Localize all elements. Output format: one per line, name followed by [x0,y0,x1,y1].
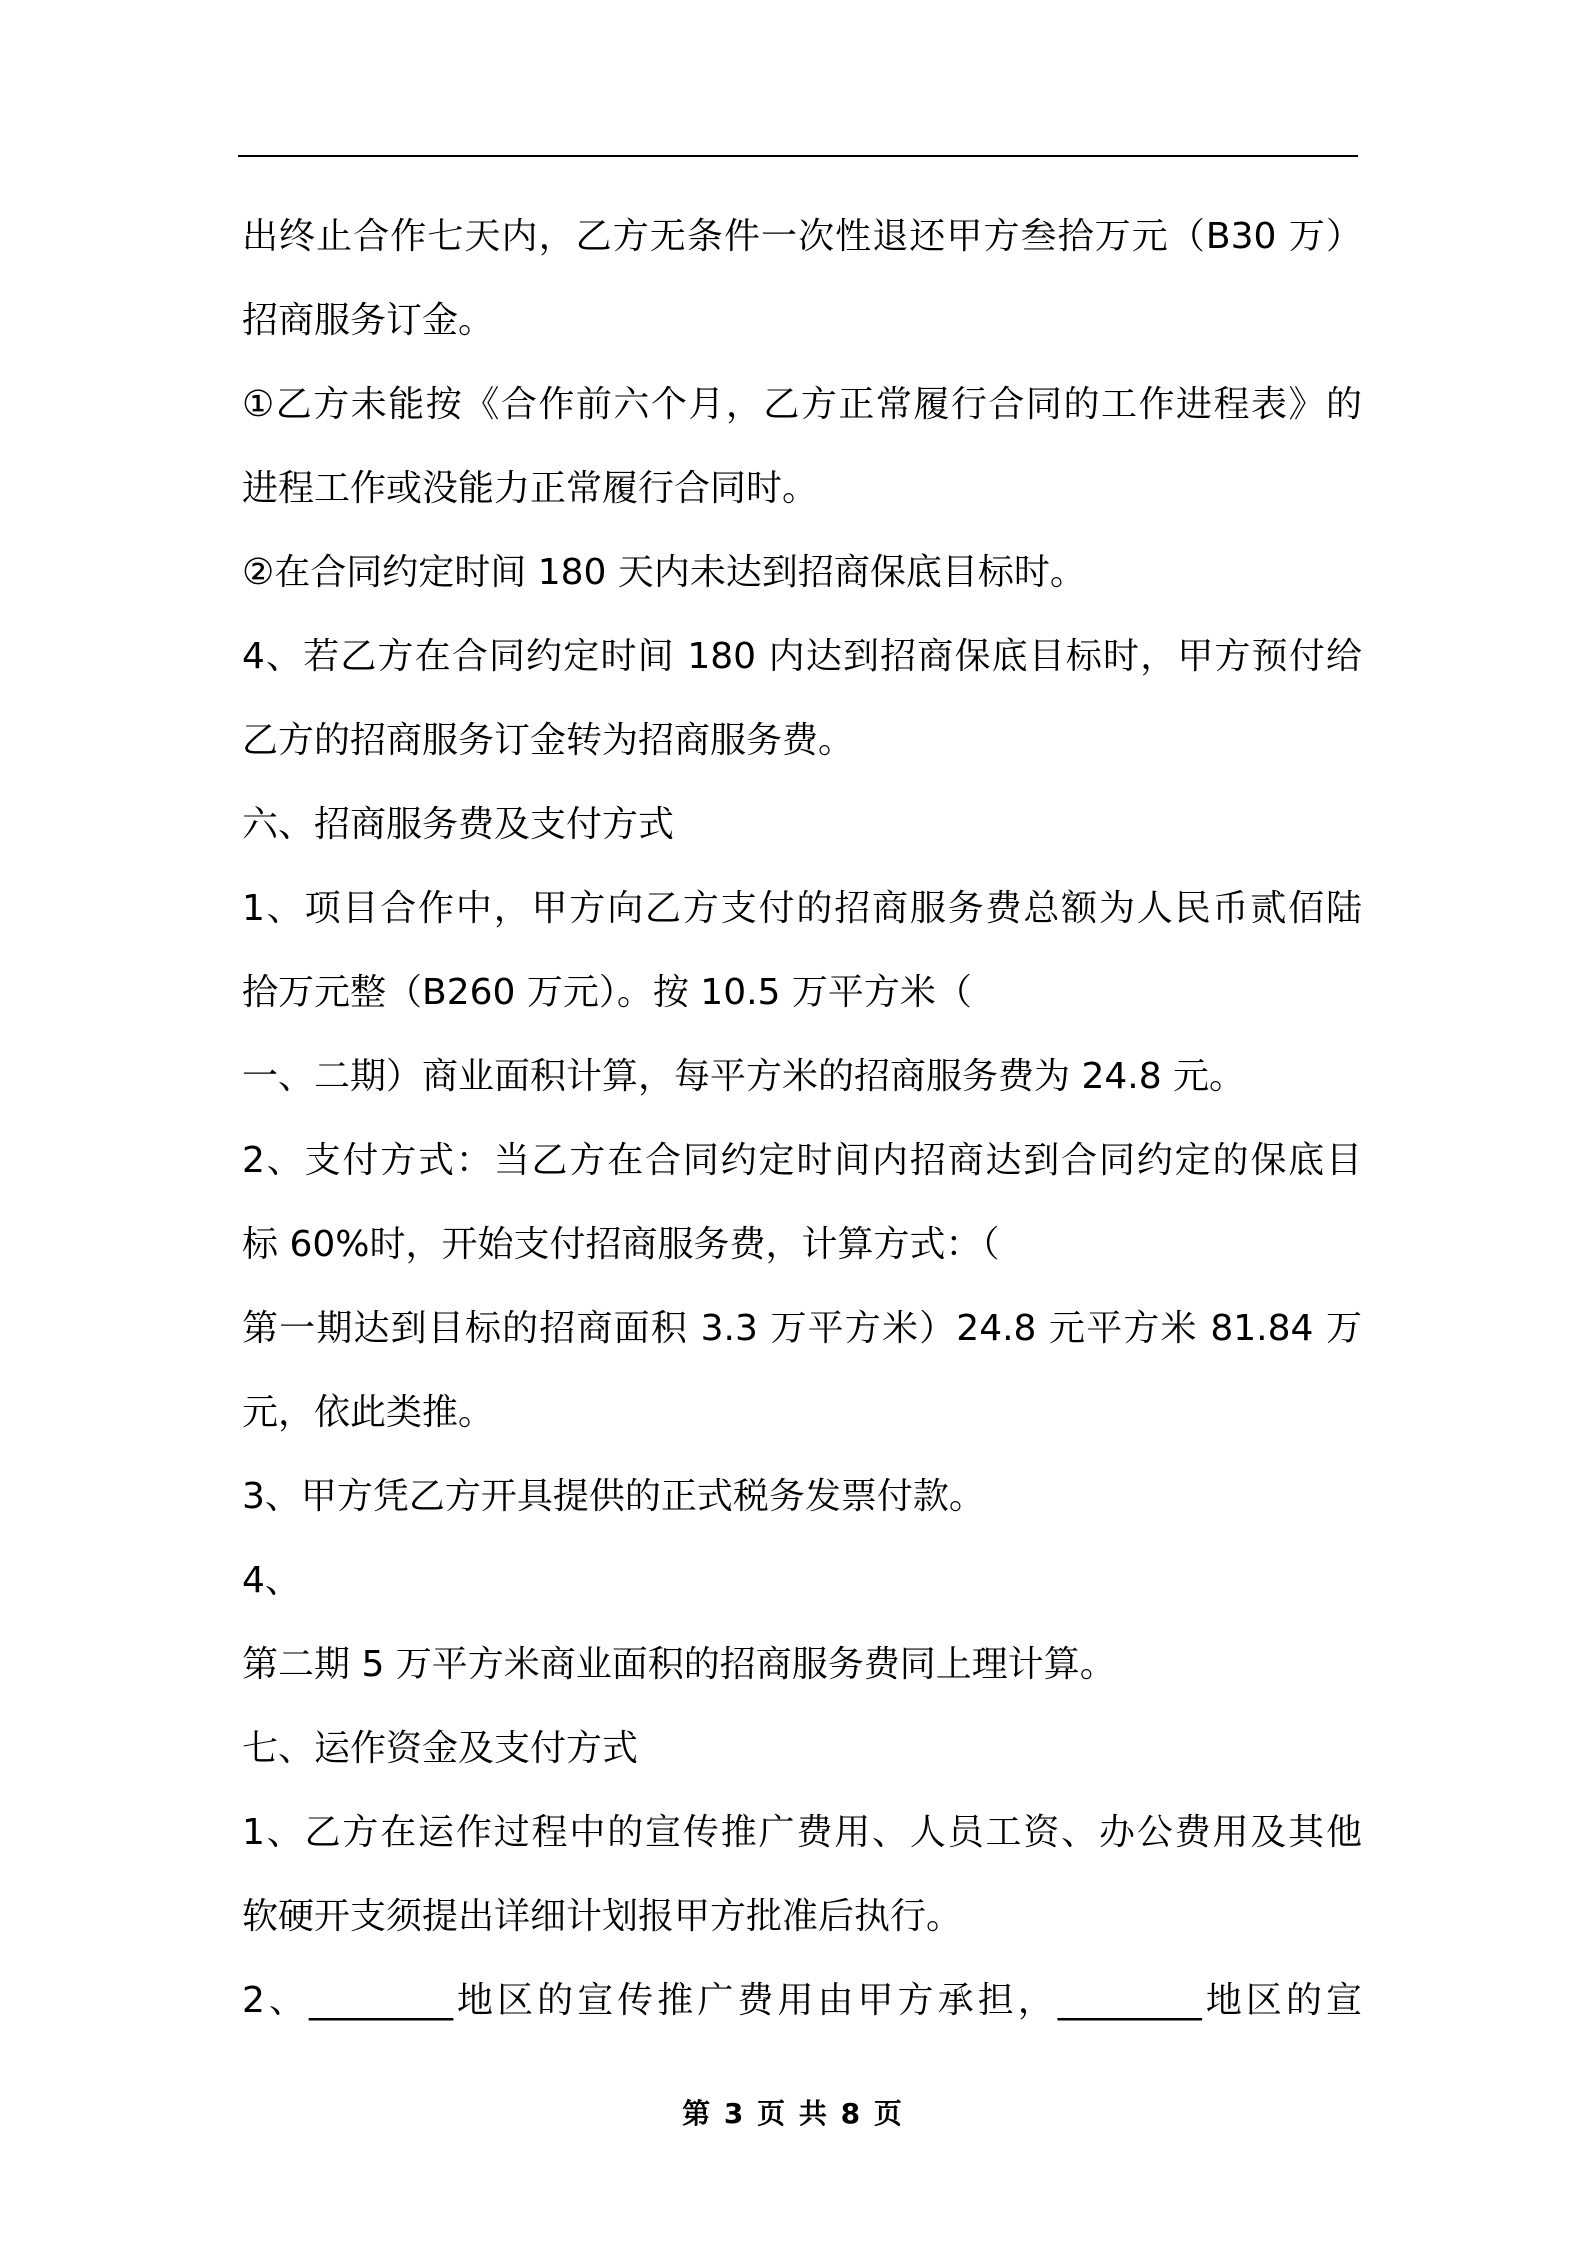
text-line: 第一期达到目标的招商面积 3.3 万平方米）24.8 元平方米 81.84 万 [242,1308,1362,1349]
text-line: 进程工作或没能力正常履行合同时。 [242,468,819,509]
text-line: 标 60%时，开始支付招商服务费，计算方式：（ [242,1224,1000,1265]
text-line: 出终止合作七天内，乙方无条件一次性退还甲方叁拾万元（B30 万） [242,216,1362,257]
text-line: 1、项目合作中，甲方向乙方支付的招商服务费总额为人民币贰佰陆 [242,888,1362,929]
text-line: 4、若乙方在合同约定时间 180 内达到招商保底目标时，甲方预付给 [242,636,1362,677]
text-line: 2、________地区的宣传推广费用由甲方承担，________地区的宣 [242,1980,1362,2021]
text-line: 元，依此类推。 [242,1392,495,1433]
text-line: 拾万元整（B260 万元）。按 10.5 万平方米（ [242,972,972,1013]
text-line: 一、二期）商业面积计算，每平方米的招商服务费为 24.8 元。 [242,1056,1246,1097]
text-line: 2、支付方式：当乙方在合同约定时间内招商达到合同约定的保底目 [242,1140,1362,1181]
text-line: ②在合同约定时间 180 天内未达到招商保底目标时。 [242,552,1086,593]
text-line: 软硬开支须提出详细计划报甲方批准后执行。 [242,1896,963,1937]
text-line: 4、 [242,1560,301,1601]
header-rule [238,155,1358,157]
text-line: 3、甲方凭乙方开具提供的正式税务发票付款。 [242,1476,985,1517]
section-heading: 七、运作资金及支付方式 [242,1728,639,1769]
document-body [242,195,1362,2043]
text-line: 第二期 5 万平方米商业面积的招商服务费同上理计算。 [242,1644,1116,1685]
text-line: 乙方的招商服务订金转为招商服务费。 [242,720,855,761]
text-line: 招商服务订金。 [242,300,495,341]
text-line: 1、乙方在运作过程中的宣传推广费用、人员工资、办公费用及其他 [242,1812,1362,1853]
page-number-footer: 第 3 页 共 8 页 [682,2097,904,2130]
text-line: ①乙方未能按《合作前六个月，乙方正常履行合同的工作进程表》的 [242,384,1362,425]
section-heading: 六、招商服务费及支付方式 [242,804,675,845]
